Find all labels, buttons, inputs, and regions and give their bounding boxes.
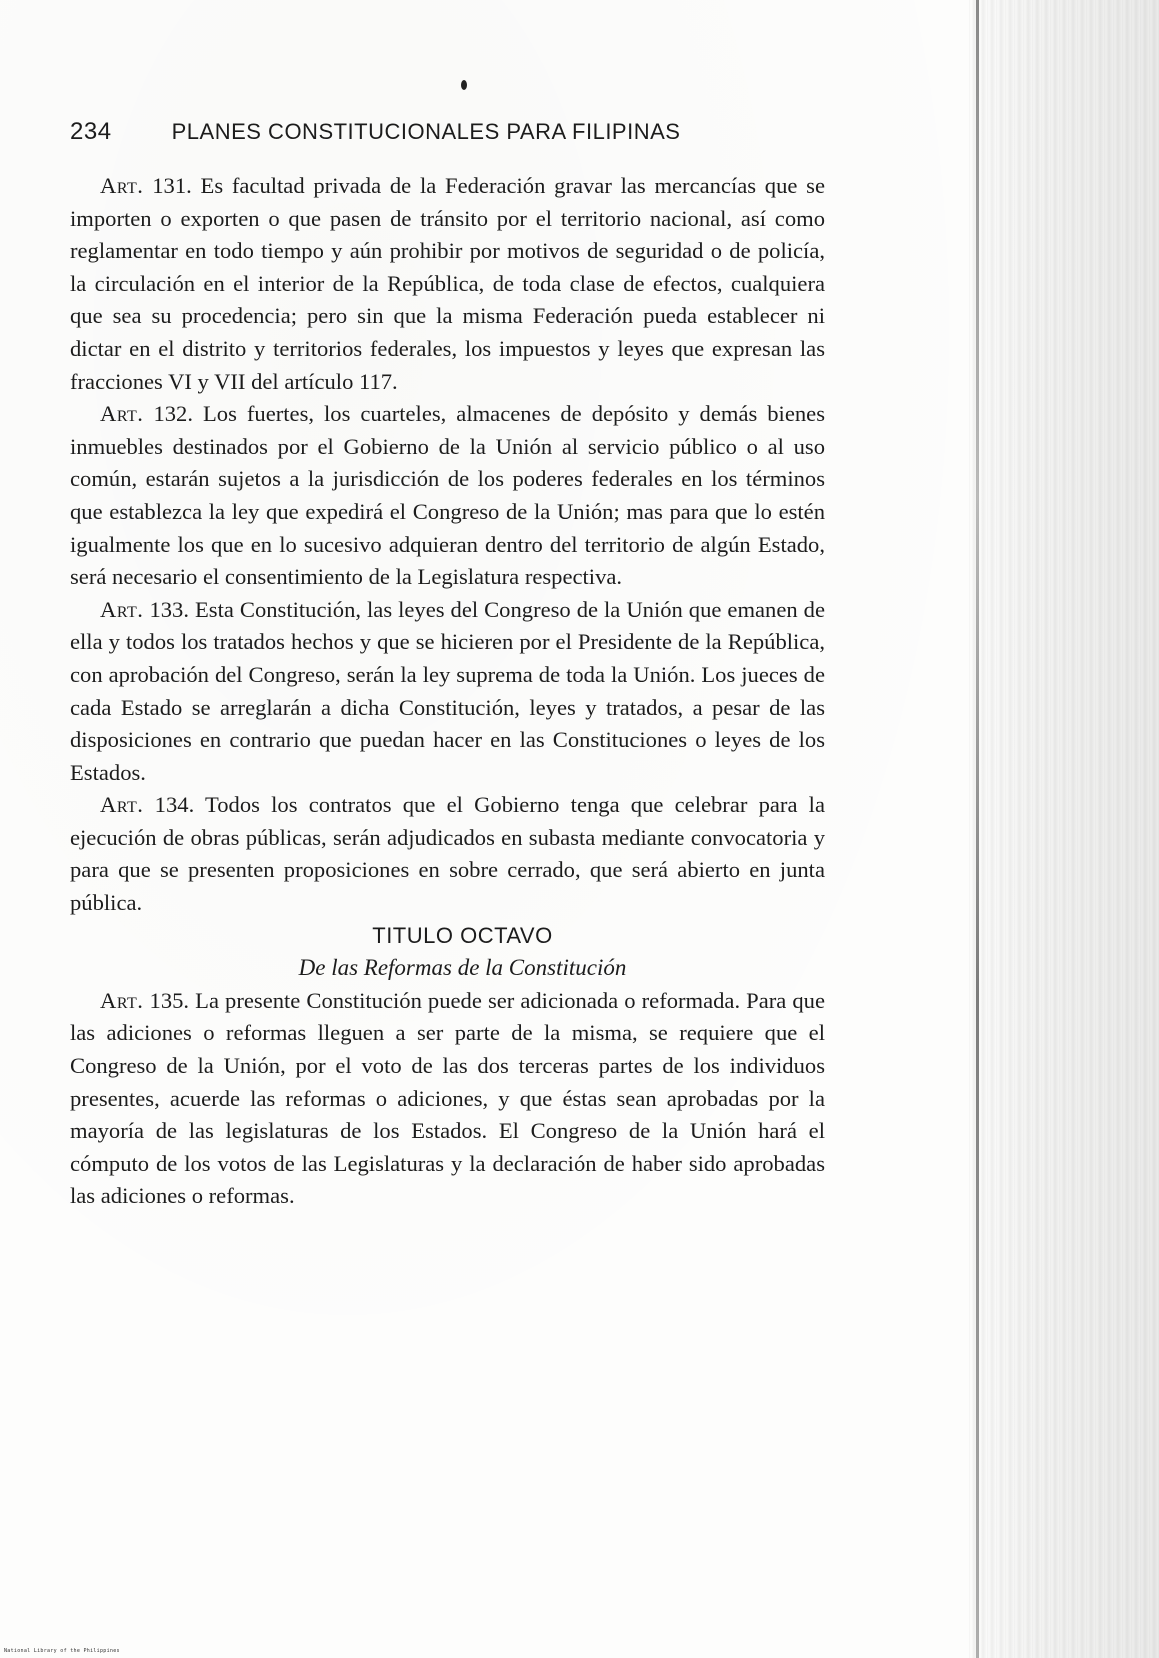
article-number: 131.	[152, 173, 192, 198]
article-132	[70, 398, 825, 594]
running-header	[70, 118, 800, 146]
article-number: 133.	[149, 596, 189, 622]
library-footer-note: National Library of the Philippines	[4, 1648, 120, 1654]
article-number: 135.	[149, 987, 190, 1013]
body-text	[70, 170, 825, 1213]
ink-mark	[461, 80, 467, 90]
section-title: TITULO OCTAVO	[372, 922, 553, 948]
article-135	[70, 985, 825, 1213]
running-title: PLANES CONSTITUCIONALES PARA FILIPINAS	[171, 119, 681, 144]
section-subtitle: De las Reformas de la Constitución	[298, 955, 627, 981]
article-label: Art.	[100, 596, 144, 622]
article-text: Esta Constitución, las leyes del Congreso de la Unión que emanen de ella y todos los tratados hechos y que se hicieren por el Presidente de la República, con aprobación del Congreso, serán la ley suprema de toda la Unión. Los jueces de cada Estado se arreglarán a dicha Constitución, leyes y tratados, a pesar de las disposiciones en contrario que puedan hacer en las Constituciones o leyes de los Estados.	[70, 596, 825, 785]
article-text: La presente Constitución puede ser adicionada o reformada. Para que las adiciones o reformas lleguen a ser parte de la misma, se requiere que el Congreso de la Unión, por el voto de las dos terceras partes de los individuos presentes, acuerde las reformas o adiciones, y que éstas sean aprobadas por la mayoría de las legislaturas de los Estados. El Congreso de la Unión hará el cómputo de los votos de las Legislaturas y la declaración de haber sido aprobadas las adiciones o reformas.	[70, 987, 826, 1209]
article-number: 132.	[153, 401, 193, 427]
article-134	[70, 789, 825, 919]
article-label: Art.	[100, 987, 144, 1013]
article-label: Art.	[100, 792, 144, 818]
page-number: 234	[70, 118, 112, 145]
scan-gutter-line	[976, 0, 979, 1658]
article-131	[70, 170, 825, 398]
article-label: Art.	[100, 401, 144, 427]
scan-edge-shadow	[969, 0, 1159, 1658]
article-number: 134.	[154, 792, 195, 818]
article-133	[70, 594, 825, 790]
article-text: Todos los contratos que el Gobierno tenga que celebrar para la ejecución de obras públicas, serán adjudicados en subasta mediante convocatoria y para que se presenten proposiciones en sobre cerrado, que será abierto en junta pública.	[70, 792, 825, 916]
article-text: Los fuertes, los cuarteles, almacenes de depósito y demás bienes inmuebles destinados por el Gobierno de la Unión al servicio público o al uso común, estarán sujetos a la jurisdicción de los poderes federales en los términos que establezca la ley que expedirá el Congreso de la Unión; mas para que lo estén igualmente los que en lo sucesivo adquieran dentro del territorio de algún Estado, será necesario el consentimiento de la Legislatura respectiva.	[70, 401, 825, 590]
article-text: Es facultad privada de la Federación gravar las mercancías que se importen o exporten o que pasen de tránsito por el territorio nacional, así como reglamentar en todo tiempo y aún prohibir por motivos de seguridad o de policía, la circulación en el interior de la República, de toda clase de efectos, cualquiera que sea su procedencia; pero sin que la misma Federación pueda establecer ni dictar en el distrito y territorios federales, los impuestos y leyes que expresan las fracciones VI y VII del artículo 117.	[70, 173, 826, 394]
article-label: Art.	[100, 173, 144, 198]
